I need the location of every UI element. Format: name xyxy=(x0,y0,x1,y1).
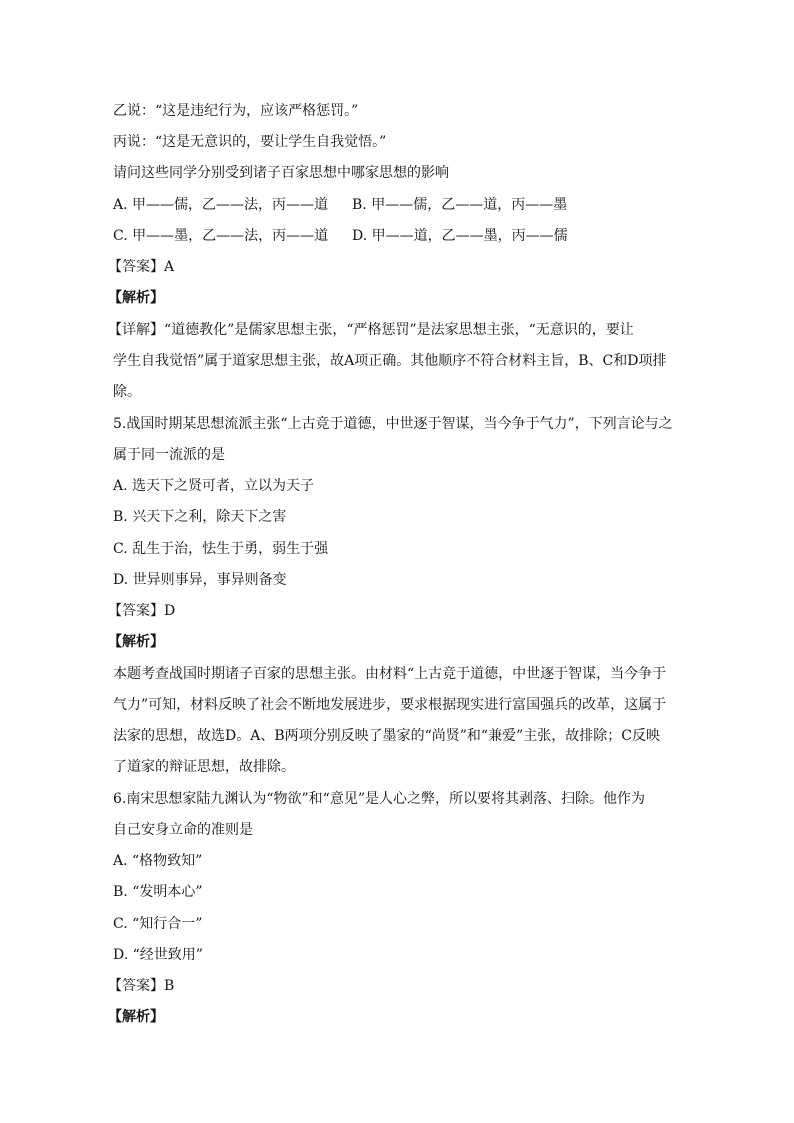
q5-explanation-line-2: 气力”可知，材料反映了社会不断地发展进步，要求根据现实进行富国强兵的改革，这属于 xyxy=(113,697,667,713)
q6-option-c: C. “知行合一” xyxy=(113,916,203,932)
q4-detail-line-2: 学生自我觉悟”属于道家思想主张，故A项正确。其他顺序不符合材料主旨，B、C和D项排 xyxy=(113,353,667,369)
q4-analysis-label: 【解析】 xyxy=(108,290,164,306)
q4-detail-line-3: 除。 xyxy=(113,384,141,400)
q5-explanation-line-4: 了道家的辩证思想，故排除。 xyxy=(113,759,295,775)
q5-explanation-line-3: 法家的思想，故选D。A、B两项分别反映了墨家的“尚贤”和“兼爱”主张，故排除；C反映 xyxy=(113,728,660,744)
q4-option-b: B. 甲——儒，乙——道，丙——墨 xyxy=(352,197,568,213)
q6-stem-line-1: 6.南宋思想家陆九渊认为“物欲”和“意见”是人心之弊，所以要将其剥落、扫除。他作为 xyxy=(113,791,645,807)
q5-option-c: C. 乱生于治，怯生于勇，弱生于强 xyxy=(113,541,329,557)
q5-option-b: B. 兴天下之利，除天下之害 xyxy=(113,509,287,525)
q5-answer: 【答案】D xyxy=(108,603,176,619)
q4-statement-bing: 丙说：“这是无意识的，要让学生自我觉悟。” xyxy=(113,134,387,150)
q6-option-b: B. “发明本心” xyxy=(113,884,203,900)
q4-option-c: C. 甲——墨，乙——法，丙——道 xyxy=(113,228,329,244)
q6-option-a: A. “格物致知” xyxy=(113,853,203,869)
q5-analysis-label: 【解析】 xyxy=(108,634,164,650)
q4-options-row-2 xyxy=(113,226,673,246)
q5-explanation-line-1: 本题考查战国时期诸子百家的思想主张。由材料“上古竞于道德，中世逐于智谋，当今争于 xyxy=(113,666,667,682)
q5-stem-line-2: 属于同一流派的是 xyxy=(113,447,225,463)
q5-option-d: D. 世异则事异，事异则备变 xyxy=(113,572,287,588)
q4-statement-yi: 乙说：“这是违纪行为，应该严格惩罚。” xyxy=(113,103,359,119)
q4-answer: 【答案】A xyxy=(108,259,175,275)
q5-option-a: A. 选天下之贤可者，立以为天子 xyxy=(113,478,315,494)
q4-options-row-1 xyxy=(113,195,673,215)
q6-option-d: D. “经世致用” xyxy=(113,947,203,963)
q6-analysis-label: 【解析】 xyxy=(108,1009,164,1025)
q4-option-a: A. 甲——儒，乙——法，丙——道 xyxy=(113,197,329,213)
q5-stem-line-1: 5.战国时期某思想流派主张“上古竞于道德，中世逐于智谋，当今争于气力”，下列言论与之 xyxy=(113,416,673,432)
q6-stem-line-2: 自己安身立命的准则是 xyxy=(113,822,253,838)
q4-option-d: D. 甲——道，乙——墨，丙——儒 xyxy=(352,228,568,244)
q6-answer: 【答案】B xyxy=(108,978,175,994)
q4-detail-line-1: 【详解】“道德教化”是儒家思想主张，“严格惩罚”是法家思想主张，“无意识的，要让 xyxy=(108,322,634,338)
q4-question: 请问这些同学分别受到诸子百家思想中哪家思想的影响 xyxy=(113,165,449,181)
